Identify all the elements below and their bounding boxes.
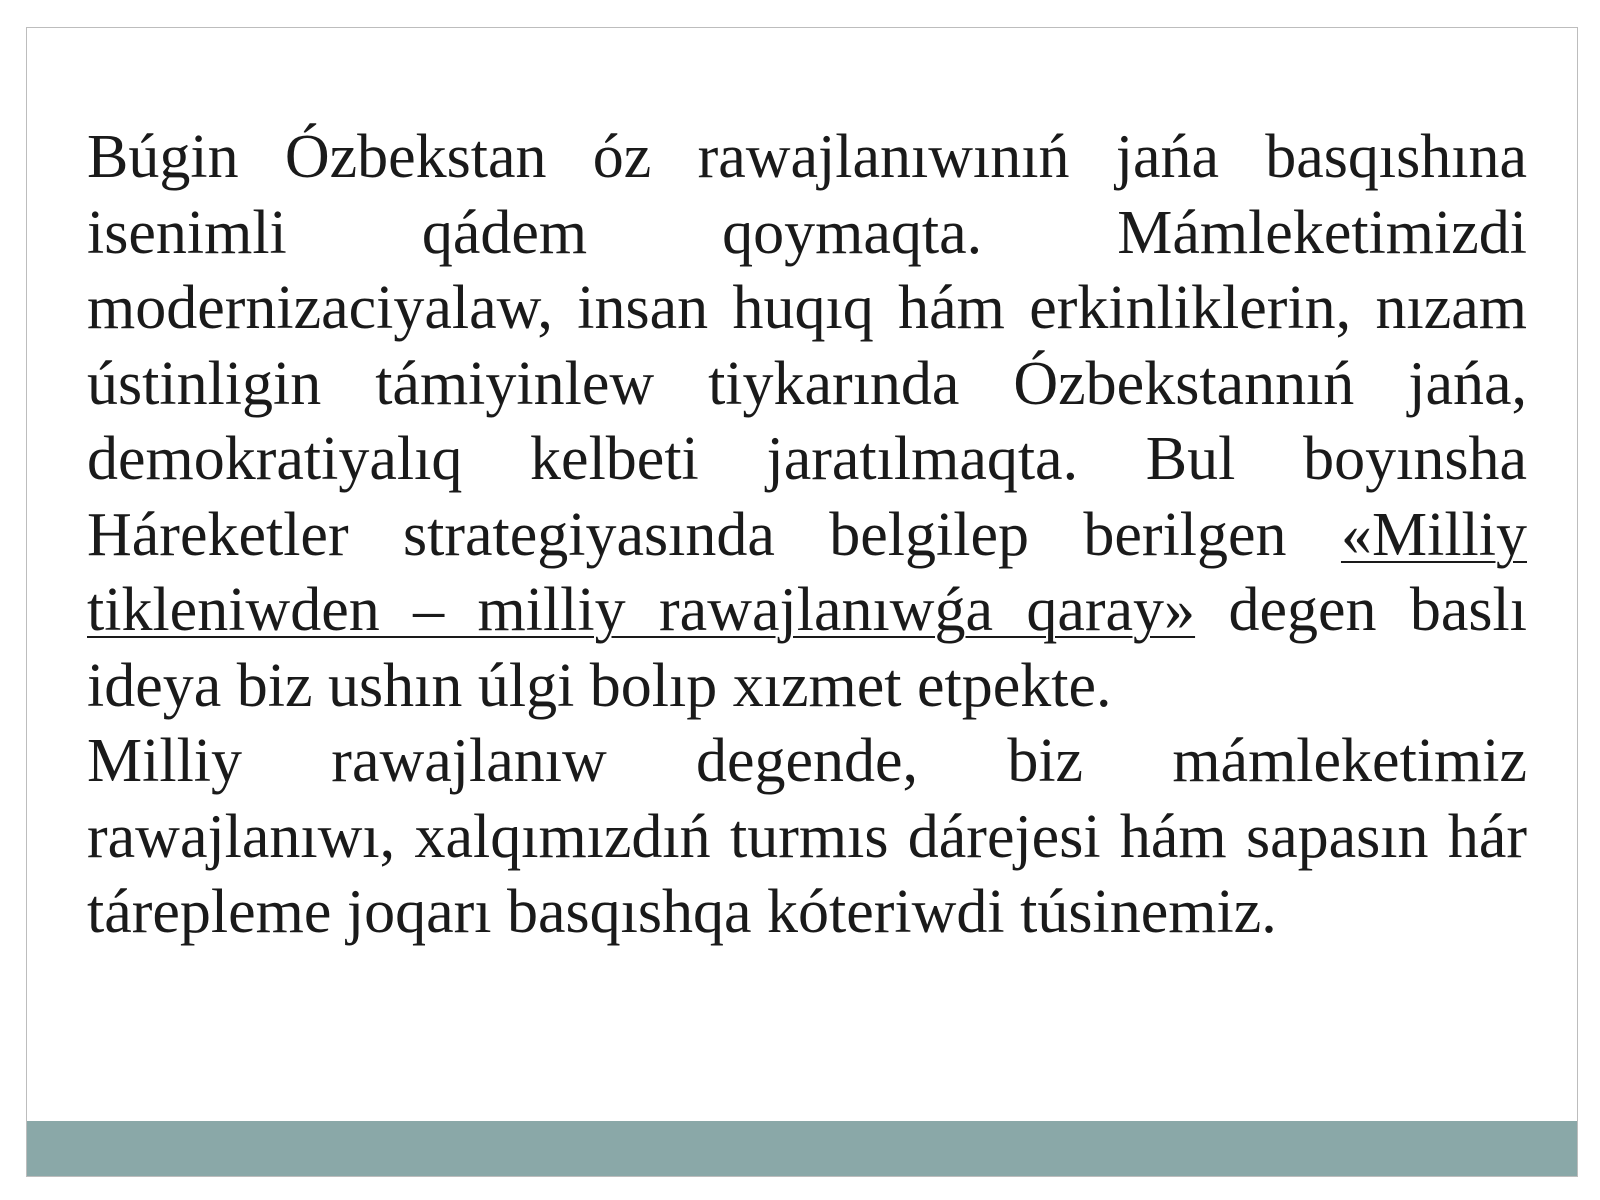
- slide: [26, 27, 1578, 1177]
- slide-body-text: [87, 120, 1527, 951]
- paragraph-2: Milliy rawajlanıw degende, biz mámleketimiz rawajlanıwı, xalqımızdıń turmıs dárejesi hám sapasın hár tárepleme joqarı basqıshqa kóteriwdi túsinemiz.: [87, 727, 1527, 946]
- paragraph-1-text-end: degen baslı ideya biz ushın úlgi bolıp xızmet etpekte.: [87, 576, 1527, 720]
- paragraph-1-text-start: Búgin Ózbekstan óz rawajlanıwınıń jańa basqıshına isenimli qádem qoymaqta. Mámleketimizdi modernizaciyalaw, insan huqıq hám erkinliklerin, nızam ústinligin támiyinlew tiykarında Ózbekstannıń jańa, demokratiyalıq kelbeti jaratılmaqta. Bul boyınsha Háreketler strategiyasında belgilep berilgen: [87, 123, 1527, 569]
- paragraph-1: [87, 120, 1527, 724]
- underlined-quote: «Milliy tikleniwden – milliy rawajlanıwǵa qaray»: [87, 500, 1527, 644]
- footer-bar: [27, 1121, 1577, 1176]
